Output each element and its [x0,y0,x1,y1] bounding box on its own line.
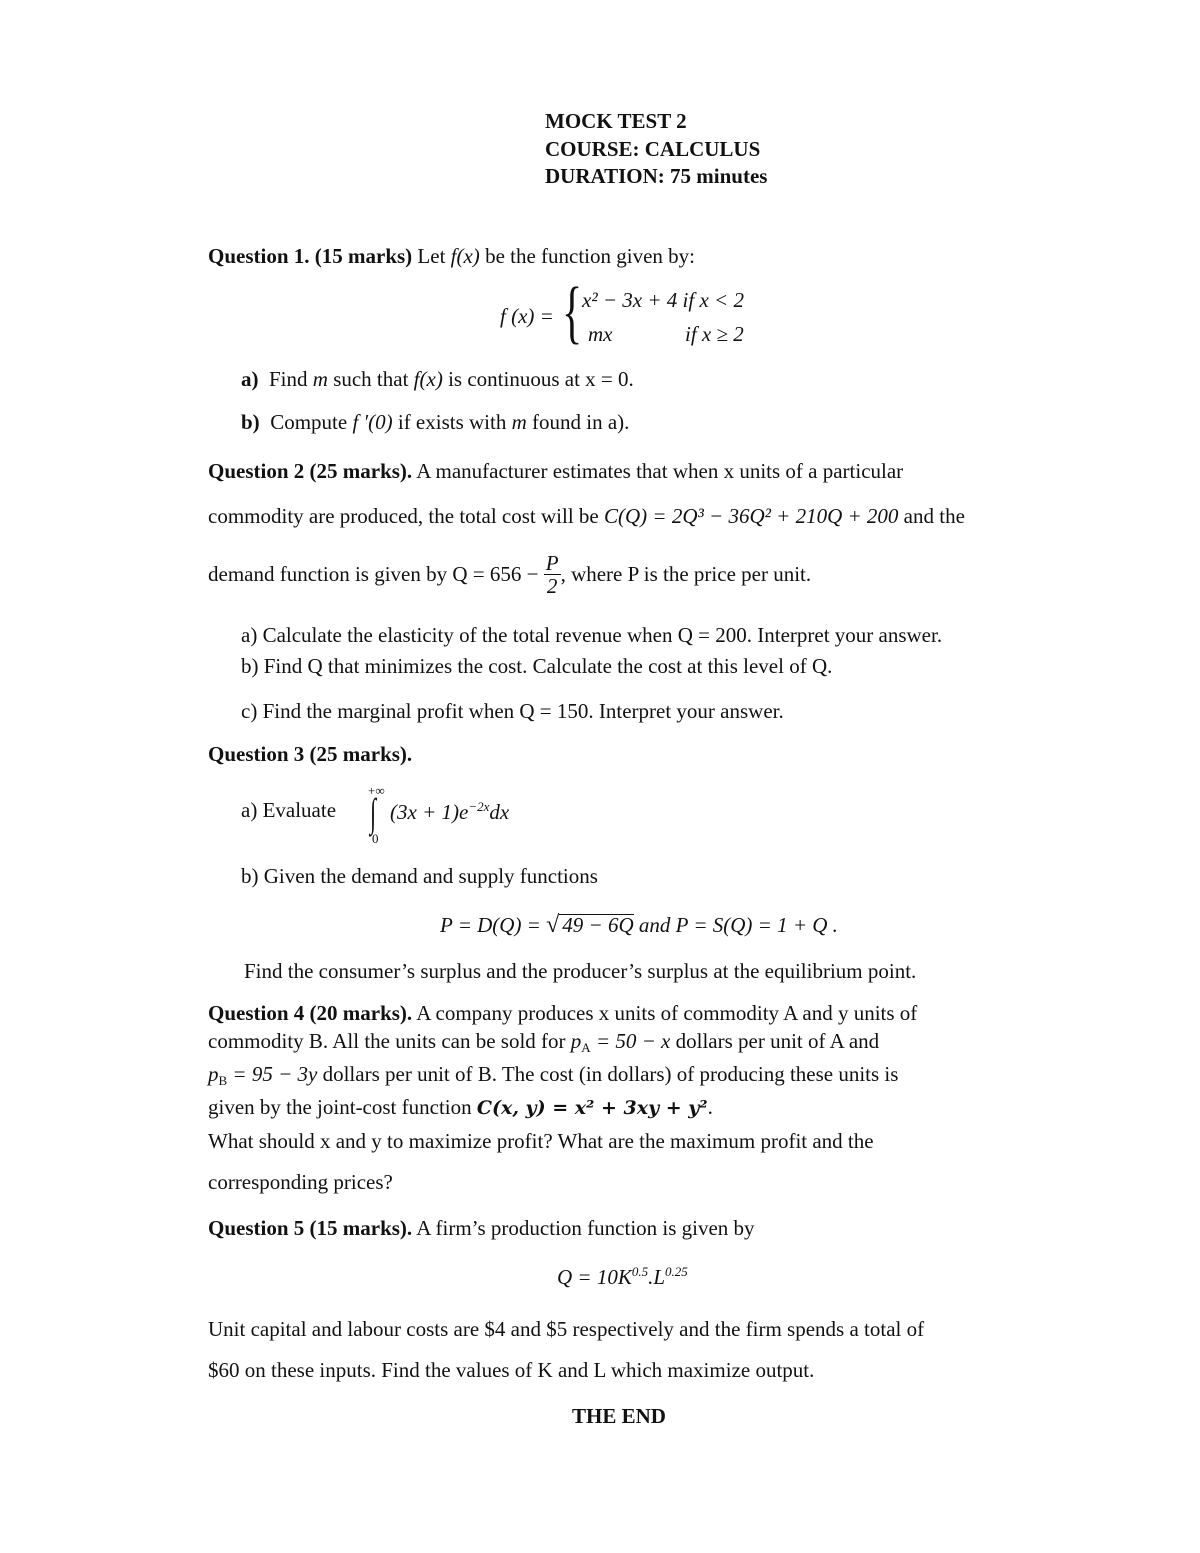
question-1-label: Question 1. (15 marks) [208,244,413,268]
q4-pa-formula: = 50 − x [590,1029,671,1053]
question-1-intro [208,246,695,267]
q3-part-b-task: Find the consumer’s surplus and the producer’s surplus at the equilibrium point. [244,959,917,983]
q2-fraction-num: P [545,551,559,575]
question-4-line-1 [208,1003,917,1024]
sqrt-icon: √ [546,912,560,938]
q3-integrand [390,799,510,824]
q4-pb-sub: B [218,1073,228,1088]
q1-case-2-cond: if x ≥ 2 [685,322,744,346]
q2-fraction-den: 2 [546,574,558,599]
question-3-label [208,744,412,765]
q1-brace: { [562,274,583,351]
q3-integrand-dx: dx [489,800,510,824]
q4-pb: p [208,1062,219,1086]
course-name: COURSE: CALCULUS [545,137,761,161]
q1-a-text-pre: Find [269,367,313,391]
question-5-label: Question 5 (15 marks). [208,1216,413,1240]
q1-a-text-mid: such that [327,367,414,391]
question-5-line-2: Unit capital and labour costs are $4 and $5 respectively and the firm spends a total of [208,1317,925,1341]
q4-line2-pre: commodity B. All the units can be sold for [208,1029,571,1053]
test-title: MOCK TEST 2 [545,109,687,133]
q1-a-label: a) [241,367,259,391]
q5-formula-mid: .L [648,1265,666,1289]
q4-pb-formula: = 95 − 3y [227,1062,318,1086]
question-5-line-3: $60 on these inputs. Find the values of K and L which maximize output. [208,1358,815,1382]
q2-fraction [544,552,561,597]
q1-b-label: b) [241,410,260,434]
q1-b-deriv: f ′(0) [352,410,393,434]
test-duration: DURATION: 75 minutes [545,164,768,188]
q4-line1-text: A company produces x units of commodity A and y units of [412,1001,918,1025]
q1-text-pre: Let [412,244,451,268]
q4-line4-post: . [707,1095,713,1119]
question-4-line-4 [208,1097,713,1118]
the-end: THE END [572,1404,666,1428]
q3-part-b-intro: b) Given the demand and supply functions [241,864,598,888]
q1-a-text-post: is continuous at x = 0. [442,367,634,391]
question-2-line-1 [208,461,903,482]
q4-line2-post: dollars per unit of A and [670,1029,880,1053]
q4-pa-sub: A [581,1040,591,1055]
q1-part-a [241,369,634,390]
question-2-line-3 [208,552,811,597]
q2-line3-pre: demand function is given by Q = 656 − [208,562,539,587]
q1-b-text-pre: Compute [270,410,353,434]
q2-line2-pre: commodity are produced, the total cost will be [208,504,604,528]
q4-line3-post: dollars per unit of B. The cost (in dollars) of producing these units is [317,1062,899,1086]
q4-pa: p [570,1029,582,1053]
q5-line1-text: A firm’s production function is given by [412,1216,755,1240]
question-4-line-5: What should x and y to maximize profit? What are the maximum profit and the [208,1129,874,1153]
q2-line2-post: and the [898,504,965,528]
q3-part-a-label: a) Evaluate [241,798,337,822]
q1-text-post: be the function given by: [479,244,696,268]
q3-integrand-exp: −2x [468,799,490,814]
q3-formula-pre: P = D(Q) = [440,913,541,937]
q2-part-a: a) Calculate the elasticity of the total revenue when Q = 200. Interpret your answer. [241,623,943,647]
q1-b-text-mid: if exists with [392,410,512,434]
question-4-line-6: corresponding prices? [208,1170,393,1194]
question-4-label: Question 4 (20 marks). [208,1001,413,1025]
q3-sqrt-content: 49 − 6Q [559,914,633,936]
q2-line1-text: A manufacturer estimates that when x units of a particular [412,459,904,483]
q2-part-b: b) Find Q that minimizes the cost. Calculate the cost at this level of Q. [241,654,833,678]
q3-integrand-base: (3x + 1)e [390,800,469,824]
q3-formula-post: and P = S(Q) = 1 + Q . [633,913,838,937]
q5-k-exp: 0.5 [631,1264,649,1279]
q3-integral-lower: 0 [372,831,379,846]
q1-a-m: m [312,367,328,391]
question-2-label: Question 2 (25 marks). [208,459,413,483]
q1-function-lhs: f (x) = [500,304,554,328]
question-2-line-2 [208,506,965,527]
q1-fx: f(x) [450,244,480,268]
q3-label-text: Question 3 (25 marks). [208,742,413,766]
q1-b-text-post: found in a). [526,410,630,434]
question-5-line-1 [208,1218,755,1239]
q2-line3-post: , where P is the price per unit. [560,562,812,587]
q2-cost-formula: C(Q) = 2Q³ − 36Q² + 210Q + 200 [603,504,899,528]
q1-case-1: x² − 3x + 4 if x < 2 [582,288,744,312]
q1-b-m: m [511,410,527,434]
q1-case-2-expr: mx [588,322,613,346]
question-4-line-3 [208,1062,899,1088]
question-4-line-2 [208,1029,880,1055]
q1-a-fx: f(x) [413,367,443,391]
q1-part-b [241,412,629,433]
q4-joint-cost-formula: C(x, y) = x² + 3xy + y² [476,1097,708,1119]
q3-integral-upper: +∞ [368,783,385,798]
q4-line4-pre: given by the joint-cost function [208,1095,477,1119]
q3-demand-supply-formula [440,913,838,937]
q5-production-formula [557,1264,688,1289]
q3-integral-sign: ∫ [370,790,377,835]
q5-formula-pre: Q = 10K [557,1265,632,1289]
q2-part-c: c) Find the marginal profit when Q = 150. Interpret your answer. [241,699,784,723]
q5-l-exp: 0.25 [665,1264,688,1279]
